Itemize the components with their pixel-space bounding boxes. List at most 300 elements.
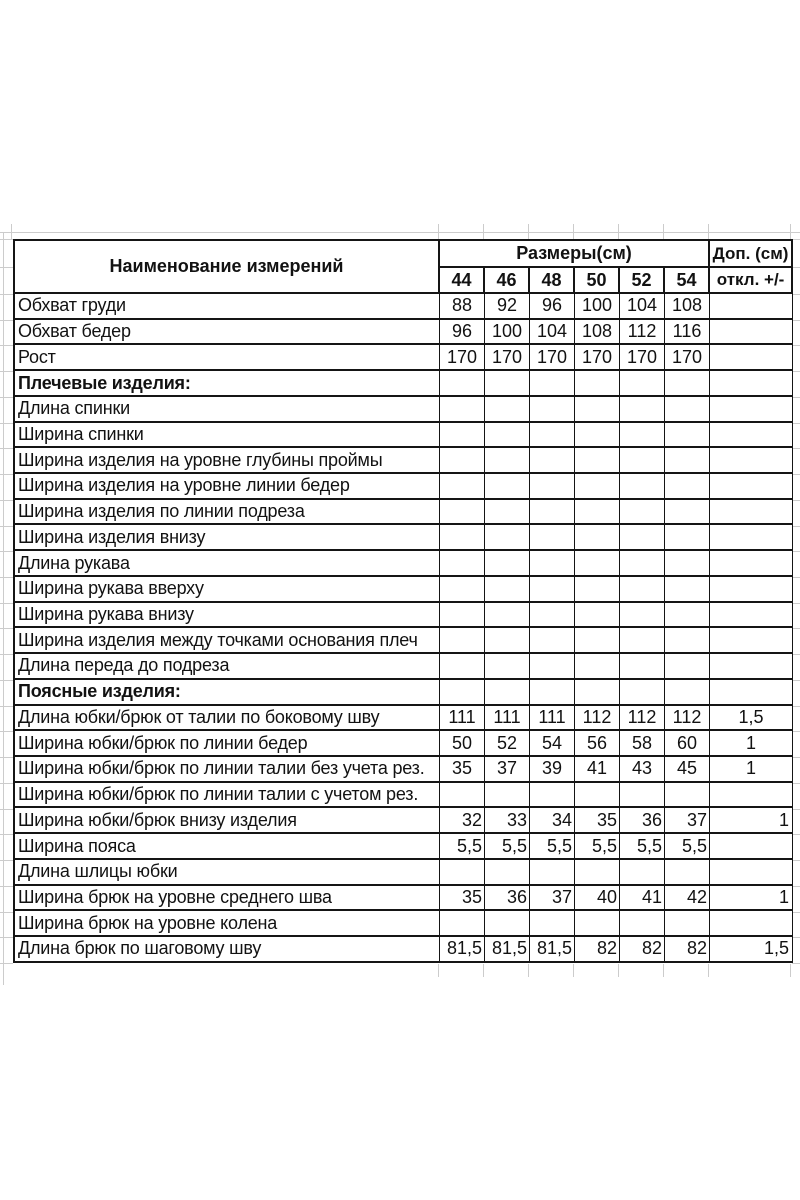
value-cell: 112 xyxy=(575,706,620,732)
value-cell: 37 xyxy=(665,808,710,834)
gridline xyxy=(792,500,800,501)
value-cell xyxy=(440,577,485,603)
tolerance-cell xyxy=(710,603,793,629)
row-label: Ширина брюк на уровне среднего шва xyxy=(15,886,440,912)
value-cell xyxy=(485,500,530,526)
value-cell: 82 xyxy=(665,937,710,963)
header-sizes-group: Размеры(см) xyxy=(440,241,710,268)
gridline xyxy=(483,964,484,977)
value-cell: 111 xyxy=(530,706,575,732)
value-cell: 116 xyxy=(665,320,710,346)
value-cell: 60 xyxy=(665,731,710,757)
table-row xyxy=(15,448,793,474)
row-label: Ширина юбки/брюк по линии талии без учета рез. xyxy=(15,757,440,783)
value-cell xyxy=(440,397,485,423)
gridline xyxy=(792,654,800,655)
value-cell xyxy=(575,500,620,526)
value-cell: 108 xyxy=(665,294,710,320)
value-cell xyxy=(530,577,575,603)
value-cell: 81,5 xyxy=(440,937,485,963)
gridline xyxy=(792,526,800,527)
value-cell xyxy=(620,911,665,937)
value-cell: 5,5 xyxy=(665,834,710,860)
value-cell xyxy=(620,654,665,680)
gridline xyxy=(792,603,800,604)
gridline xyxy=(792,448,800,449)
table-row xyxy=(15,551,793,577)
value-cell xyxy=(575,860,620,886)
value-cell xyxy=(530,474,575,500)
row-label: Ширина рукава вверху xyxy=(15,577,440,603)
tolerance-cell: 1 xyxy=(710,886,793,912)
value-cell: 5,5 xyxy=(620,834,665,860)
gridline xyxy=(0,232,800,233)
gridline xyxy=(792,731,800,732)
header-size-52: 52 xyxy=(620,268,665,294)
tolerance-cell xyxy=(710,551,793,577)
table-row xyxy=(15,294,793,320)
value-cell: 35 xyxy=(440,757,485,783)
value-cell xyxy=(620,525,665,551)
value-cell xyxy=(665,860,710,886)
value-cell xyxy=(665,423,710,449)
gridline xyxy=(0,834,13,835)
value-cell xyxy=(440,500,485,526)
row-label: Ширина юбки/брюк внизу изделия xyxy=(15,808,440,834)
gridline xyxy=(0,448,13,449)
value-cell xyxy=(665,525,710,551)
tolerance-cell xyxy=(710,577,793,603)
table-row xyxy=(15,320,793,346)
value-cell: 170 xyxy=(530,345,575,371)
value-cell: 40 xyxy=(575,886,620,912)
value-cell xyxy=(665,371,710,397)
table-row xyxy=(15,937,793,963)
gridline xyxy=(792,239,800,240)
table-row xyxy=(15,783,793,809)
gridline xyxy=(792,706,800,707)
tolerance-cell xyxy=(710,345,793,371)
gridline xyxy=(0,757,13,758)
value-cell xyxy=(485,397,530,423)
value-cell xyxy=(665,397,710,423)
value-cell xyxy=(440,628,485,654)
row-label: Длина спинки xyxy=(15,397,440,423)
value-cell: 81,5 xyxy=(530,937,575,963)
gridline xyxy=(792,345,800,346)
gridline xyxy=(0,474,13,475)
value-cell xyxy=(440,525,485,551)
gridline xyxy=(0,628,13,629)
value-cell xyxy=(620,397,665,423)
value-cell: 96 xyxy=(530,294,575,320)
value-cell: 96 xyxy=(440,320,485,346)
tolerance-cell: 1 xyxy=(710,808,793,834)
value-cell xyxy=(530,500,575,526)
value-cell xyxy=(575,911,620,937)
value-cell xyxy=(485,577,530,603)
value-cell: 82 xyxy=(575,937,620,963)
gridline xyxy=(528,224,529,239)
tolerance-cell: 1 xyxy=(710,757,793,783)
value-cell xyxy=(620,423,665,449)
value-cell xyxy=(440,911,485,937)
gridline xyxy=(663,224,664,239)
value-cell xyxy=(620,551,665,577)
table-row xyxy=(15,834,793,860)
value-cell xyxy=(620,680,665,706)
value-cell xyxy=(575,423,620,449)
header-tolerance-title: Доп. (см) xyxy=(710,241,793,268)
value-cell: 104 xyxy=(620,294,665,320)
row-label: Ширина спинки xyxy=(15,423,440,449)
section-row xyxy=(15,371,793,397)
value-cell xyxy=(530,423,575,449)
value-cell xyxy=(665,654,710,680)
table-row xyxy=(15,423,793,449)
value-cell: 108 xyxy=(575,320,620,346)
value-cell xyxy=(485,680,530,706)
gridline xyxy=(0,423,13,424)
value-cell: 35 xyxy=(440,886,485,912)
row-label: Рост xyxy=(15,345,440,371)
value-cell: 36 xyxy=(620,808,665,834)
size-chart xyxy=(13,239,791,963)
value-cell xyxy=(620,603,665,629)
value-cell: 104 xyxy=(530,320,575,346)
value-cell xyxy=(440,603,485,629)
size-chart-table xyxy=(13,239,793,963)
size-table-body xyxy=(15,294,793,963)
value-cell: 5,5 xyxy=(530,834,575,860)
value-cell xyxy=(665,500,710,526)
header-size-48: 48 xyxy=(530,268,575,294)
value-cell: 42 xyxy=(665,886,710,912)
gridline xyxy=(663,964,664,977)
row-label: Ширина изделия между точками основания плеч xyxy=(15,628,440,654)
row-label: Ширина брюк на уровне колена xyxy=(15,911,440,937)
value-cell: 41 xyxy=(575,757,620,783)
value-cell: 82 xyxy=(620,937,665,963)
value-cell xyxy=(665,628,710,654)
value-cell: 170 xyxy=(575,345,620,371)
value-cell: 170 xyxy=(440,345,485,371)
tolerance-cell: 1 xyxy=(710,731,793,757)
table-row xyxy=(15,474,793,500)
table-row xyxy=(15,654,793,680)
value-cell: 88 xyxy=(440,294,485,320)
gridline xyxy=(792,267,800,268)
gridline xyxy=(792,294,800,295)
value-cell xyxy=(530,911,575,937)
header-measurement-names: Наименование измерений xyxy=(15,241,440,294)
value-cell xyxy=(575,525,620,551)
gridline xyxy=(708,224,709,239)
table-row xyxy=(15,345,793,371)
value-cell xyxy=(530,860,575,886)
value-cell xyxy=(665,577,710,603)
value-cell: 112 xyxy=(620,706,665,732)
value-cell xyxy=(620,577,665,603)
row-label: Ширина рукава внизу xyxy=(15,603,440,629)
tolerance-cell xyxy=(710,525,793,551)
gridline xyxy=(0,239,13,240)
value-cell xyxy=(530,551,575,577)
row-label: Ширина изделия на уровне линии бедер xyxy=(15,474,440,500)
row-label: Плечевые изделия: xyxy=(15,371,440,397)
gridline xyxy=(792,886,800,887)
row-label: Длина шлицы юбки xyxy=(15,860,440,886)
value-cell xyxy=(665,474,710,500)
value-cell xyxy=(485,911,530,937)
table-row xyxy=(15,731,793,757)
value-cell xyxy=(485,525,530,551)
tolerance-cell xyxy=(710,320,793,346)
value-cell: 39 xyxy=(530,757,575,783)
value-cell xyxy=(620,371,665,397)
table-row xyxy=(15,808,793,834)
gridline xyxy=(0,680,13,681)
tolerance-cell xyxy=(710,654,793,680)
value-cell xyxy=(485,448,530,474)
tolerance-cell xyxy=(710,860,793,886)
value-cell xyxy=(485,371,530,397)
value-cell xyxy=(620,783,665,809)
gridline xyxy=(0,320,13,321)
row-label: Ширина пояса xyxy=(15,834,440,860)
value-cell xyxy=(440,680,485,706)
gridline xyxy=(792,680,800,681)
value-cell: 32 xyxy=(440,808,485,834)
value-cell: 54 xyxy=(530,731,575,757)
value-cell: 37 xyxy=(485,757,530,783)
value-cell: 5,5 xyxy=(485,834,530,860)
value-cell xyxy=(620,860,665,886)
value-cell xyxy=(575,551,620,577)
tolerance-cell xyxy=(710,448,793,474)
value-cell xyxy=(485,603,530,629)
gridline xyxy=(0,603,13,604)
gridline xyxy=(618,964,619,977)
header-size-54: 54 xyxy=(665,268,710,294)
row-label: Ширина изделия по линии подреза xyxy=(15,500,440,526)
value-cell xyxy=(575,577,620,603)
tolerance-cell xyxy=(710,371,793,397)
gridline xyxy=(792,320,800,321)
value-cell: 170 xyxy=(620,345,665,371)
value-cell: 170 xyxy=(665,345,710,371)
value-cell: 34 xyxy=(530,808,575,834)
gridline xyxy=(792,423,800,424)
value-cell xyxy=(530,397,575,423)
value-cell xyxy=(440,448,485,474)
gridline xyxy=(792,860,800,861)
row-label: Ширина изделия внизу xyxy=(15,525,440,551)
gridline xyxy=(792,371,800,372)
value-cell xyxy=(530,603,575,629)
value-cell xyxy=(485,551,530,577)
value-cell xyxy=(485,423,530,449)
gridline xyxy=(792,577,800,578)
value-cell xyxy=(665,783,710,809)
value-cell: 112 xyxy=(665,706,710,732)
gridline xyxy=(438,224,439,239)
value-cell xyxy=(620,474,665,500)
value-cell: 92 xyxy=(485,294,530,320)
tolerance-cell xyxy=(710,294,793,320)
value-cell xyxy=(485,783,530,809)
value-cell xyxy=(485,474,530,500)
value-cell xyxy=(485,860,530,886)
value-cell: 111 xyxy=(485,706,530,732)
value-cell: 58 xyxy=(620,731,665,757)
value-cell xyxy=(665,680,710,706)
gridline xyxy=(792,757,800,758)
value-cell: 35 xyxy=(575,808,620,834)
tolerance-cell xyxy=(710,783,793,809)
value-cell: 37 xyxy=(530,886,575,912)
value-cell xyxy=(575,680,620,706)
value-cell xyxy=(440,860,485,886)
tolerance-cell: 1,5 xyxy=(710,937,793,963)
table-row xyxy=(15,757,793,783)
value-cell: 100 xyxy=(485,320,530,346)
value-cell xyxy=(575,603,620,629)
value-cell: 100 xyxy=(575,294,620,320)
gridline xyxy=(792,834,800,835)
value-cell: 111 xyxy=(440,706,485,732)
tolerance-cell xyxy=(710,911,793,937)
value-cell: 5,5 xyxy=(575,834,620,860)
gridline xyxy=(0,577,13,578)
gridline xyxy=(792,783,800,784)
gridline xyxy=(0,654,13,655)
value-cell xyxy=(530,448,575,474)
gridline xyxy=(0,886,13,887)
row-label: Длина юбки/брюк от талии по боковому шву xyxy=(15,706,440,732)
value-cell xyxy=(530,654,575,680)
value-cell xyxy=(620,448,665,474)
value-cell xyxy=(665,603,710,629)
row-label: Обхват бедер xyxy=(15,320,440,346)
value-cell xyxy=(440,783,485,809)
value-cell xyxy=(665,448,710,474)
row-label: Ширина изделия на уровне глубины проймы xyxy=(15,448,440,474)
header-row-1 xyxy=(15,241,793,268)
gridline xyxy=(438,964,439,977)
table-row xyxy=(15,525,793,551)
row-label: Длина переда до подреза xyxy=(15,654,440,680)
row-label: Поясные изделия: xyxy=(15,680,440,706)
value-cell xyxy=(665,551,710,577)
value-cell xyxy=(620,500,665,526)
gridline xyxy=(528,964,529,977)
gridline xyxy=(792,963,800,964)
table-row xyxy=(15,706,793,732)
gridline xyxy=(483,224,484,239)
tolerance-cell xyxy=(710,834,793,860)
gridline xyxy=(0,345,13,346)
gridline xyxy=(0,526,13,527)
value-cell: 170 xyxy=(485,345,530,371)
gridline xyxy=(11,224,12,239)
gridline xyxy=(0,809,13,810)
value-cell xyxy=(575,371,620,397)
gridline xyxy=(792,474,800,475)
gridline xyxy=(573,224,574,239)
gridline xyxy=(0,267,13,268)
row-label: Ширина юбки/брюк по линии талии с учетом рез. xyxy=(15,783,440,809)
row-label: Ширина юбки/брюк по линии бедер xyxy=(15,731,440,757)
gridline xyxy=(573,964,574,977)
value-cell xyxy=(575,783,620,809)
table-row xyxy=(15,397,793,423)
header-size-46: 46 xyxy=(485,268,530,294)
value-cell xyxy=(530,783,575,809)
gridline xyxy=(0,500,13,501)
value-cell xyxy=(485,654,530,680)
table-row xyxy=(15,603,793,629)
gridline xyxy=(792,397,800,398)
table-row xyxy=(15,500,793,526)
value-cell xyxy=(530,680,575,706)
header-tolerance-subtitle: откл. +/- xyxy=(710,268,793,294)
value-cell: 52 xyxy=(485,731,530,757)
value-cell: 5,5 xyxy=(440,834,485,860)
header-size-44: 44 xyxy=(440,268,485,294)
value-cell xyxy=(485,628,530,654)
gridline xyxy=(0,912,13,913)
table-row xyxy=(15,577,793,603)
gridline xyxy=(0,294,13,295)
value-cell xyxy=(530,628,575,654)
value-cell xyxy=(440,423,485,449)
table-row xyxy=(15,911,793,937)
value-cell: 112 xyxy=(620,320,665,346)
value-cell: 43 xyxy=(620,757,665,783)
gridline xyxy=(0,963,13,964)
row-label: Длина брюк по шаговому шву xyxy=(15,937,440,963)
table-row xyxy=(15,860,793,886)
gridline xyxy=(0,551,13,552)
gridline xyxy=(790,224,791,239)
gridline xyxy=(0,937,13,938)
gridline xyxy=(0,860,13,861)
value-cell xyxy=(575,397,620,423)
tolerance-cell xyxy=(710,423,793,449)
tolerance-cell xyxy=(710,680,793,706)
gridline xyxy=(792,809,800,810)
value-cell xyxy=(440,371,485,397)
gridline xyxy=(0,706,13,707)
value-cell: 45 xyxy=(665,757,710,783)
value-cell: 41 xyxy=(620,886,665,912)
section-row xyxy=(15,680,793,706)
header-size-50: 50 xyxy=(575,268,620,294)
table-row xyxy=(15,628,793,654)
value-cell xyxy=(530,371,575,397)
value-cell: 36 xyxy=(485,886,530,912)
row-label: Длина рукава xyxy=(15,551,440,577)
gridline xyxy=(792,628,800,629)
gridline xyxy=(792,551,800,552)
value-cell xyxy=(665,911,710,937)
tolerance-cell xyxy=(710,474,793,500)
gridline xyxy=(792,937,800,938)
value-cell xyxy=(575,474,620,500)
value-cell xyxy=(440,654,485,680)
tolerance-cell: 1,5 xyxy=(710,706,793,732)
